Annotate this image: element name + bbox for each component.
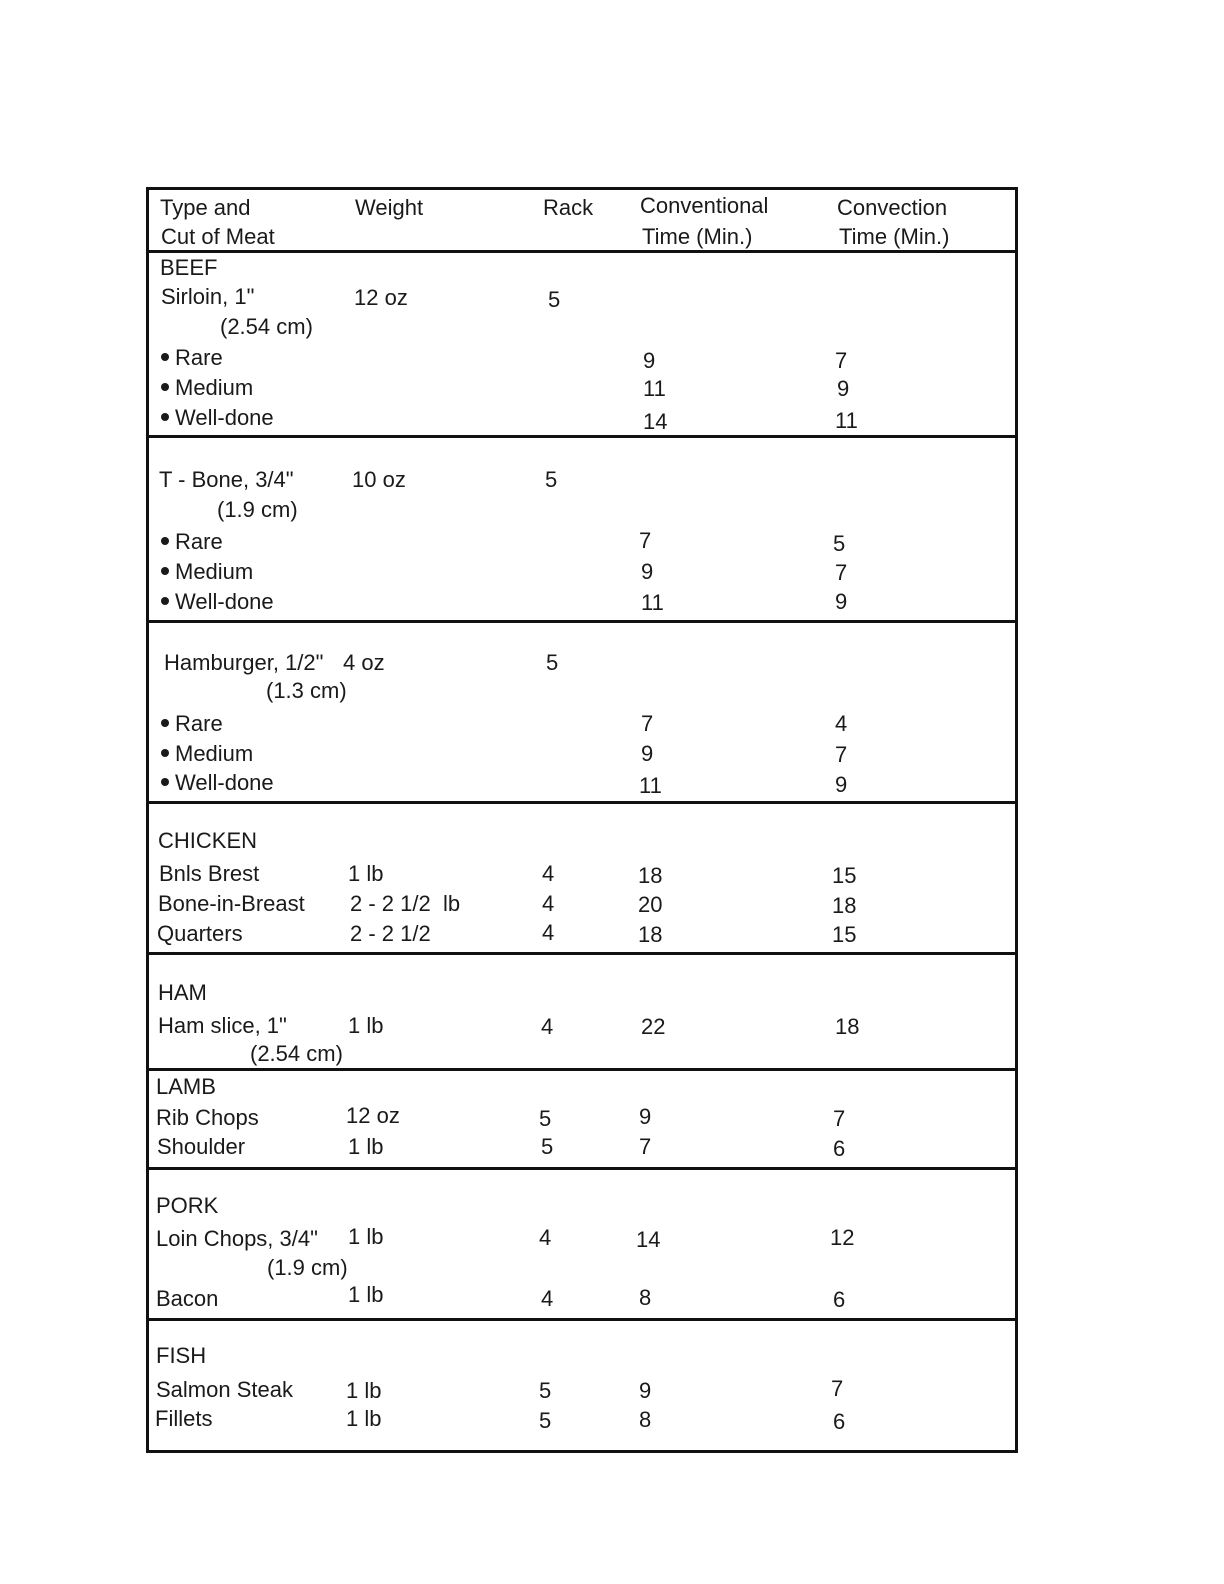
- rack-cell: 4: [541, 1014, 554, 1039]
- doneness-label: [161, 589, 274, 615]
- doneness-text: Medium: [175, 741, 254, 766]
- convection-cell: 18: [832, 893, 857, 918]
- bullet-icon: [161, 778, 169, 786]
- bullet-icon: [161, 413, 169, 421]
- rack-cell: 5: [545, 467, 558, 492]
- cut-name: T - Bone, 3/4": [159, 467, 294, 492]
- cut-metric: (1.9 cm): [267, 1255, 348, 1280]
- bullet-icon: [161, 353, 169, 361]
- bullet-icon: [161, 537, 169, 545]
- convection-cell: 18: [835, 1014, 860, 1039]
- doneness-label: [161, 375, 253, 401]
- weight-cell: 2 - 2 1/2 lb: [350, 891, 461, 916]
- conventional-cell: 8: [639, 1285, 652, 1310]
- col-header-weight: Weight: [355, 195, 424, 220]
- doneness-text: Well-done: [175, 770, 274, 795]
- row-divider: [149, 620, 1015, 623]
- doneness-text: Well-done: [175, 589, 274, 614]
- rack-cell: 5: [541, 1134, 554, 1159]
- row-divider: [149, 801, 1015, 804]
- weight-cell: 1 lb: [348, 861, 384, 886]
- doneness-label: [161, 345, 223, 371]
- doneness-label: [161, 770, 274, 796]
- convection-cell: 15: [832, 922, 857, 947]
- conventional-cell: 11: [643, 376, 666, 401]
- convection-cell: 9: [837, 376, 850, 401]
- cut-name: Ham slice, 1": [158, 1013, 287, 1038]
- doneness-text: Rare: [175, 529, 223, 554]
- conventional-cell: 22: [641, 1014, 666, 1039]
- cut-name: Bnls Brest: [159, 861, 260, 886]
- row-divider: [149, 952, 1015, 955]
- doneness-text: Medium: [175, 375, 254, 400]
- col-header-rack: Rack: [543, 195, 594, 220]
- weight-cell: 1 lb: [348, 1224, 384, 1249]
- conventional-cell: 20: [638, 892, 663, 917]
- row-divider: [149, 1167, 1015, 1170]
- convection-cell: 6: [833, 1287, 846, 1312]
- cut-metric: (1.9 cm): [217, 497, 298, 522]
- cut-name: Shoulder: [157, 1134, 246, 1159]
- col-header-convection: Convection: [837, 195, 948, 220]
- section-heading-fish: FISH: [156, 1343, 207, 1368]
- conventional-cell: 9: [643, 348, 656, 373]
- convection-cell: 12: [830, 1225, 855, 1250]
- weight-cell: 1 lb: [348, 1013, 384, 1038]
- col-header-type: Type and: [160, 195, 251, 220]
- convection-cell: 6: [833, 1136, 846, 1161]
- col-header-conventional-2: Time (Min.): [642, 224, 753, 249]
- doneness-label: [161, 529, 223, 555]
- convection-cell: 7: [833, 1106, 846, 1131]
- col-header-convection-2: Time (Min.): [839, 224, 950, 249]
- doneness-text: Medium: [175, 559, 254, 584]
- cut-metric: (2.54 cm): [220, 314, 313, 339]
- convection-cell: 7: [835, 560, 848, 585]
- rack-cell: 5: [539, 1378, 552, 1403]
- rack-cell: 5: [546, 650, 559, 675]
- section-heading-pork: PORK: [156, 1193, 219, 1218]
- doneness-text: Well-done: [175, 405, 274, 430]
- conventional-cell: 7: [641, 711, 654, 736]
- rack-cell: 4: [542, 920, 555, 945]
- doneness-text: Rare: [175, 345, 223, 370]
- weight-cell: 10 oz: [352, 467, 406, 492]
- col-header-conventional: Conventional: [640, 193, 769, 218]
- cut-name: Bacon: [156, 1286, 219, 1311]
- doneness-label: [161, 711, 223, 737]
- cut-name: Salmon Steak: [156, 1377, 293, 1402]
- rack-cell: 4: [539, 1225, 552, 1250]
- weight-cell: 12 oz: [346, 1103, 400, 1128]
- conventional-cell: 14: [636, 1227, 661, 1252]
- bullet-icon: [161, 749, 169, 757]
- conventional-cell: 8: [639, 1407, 652, 1432]
- bullet-icon: [161, 567, 169, 575]
- conventional-cell: 9: [641, 559, 654, 584]
- conventional-cell: 18: [638, 922, 663, 947]
- cut-name: Hamburger, 1/2": [164, 650, 324, 675]
- cut-name: Loin Chops, 3/4": [156, 1226, 318, 1251]
- section-heading-ham: HAM: [158, 980, 207, 1005]
- conventional-cell: 11: [641, 590, 664, 615]
- rack-cell: 5: [539, 1408, 552, 1433]
- doneness-label: [161, 405, 274, 431]
- cut-name: Rib Chops: [156, 1105, 259, 1130]
- cut-name: Sirloin, 1": [161, 284, 255, 309]
- convection-cell: 11: [835, 408, 858, 433]
- weight-cell: 1 lb: [346, 1406, 382, 1431]
- conventional-cell: 9: [641, 741, 654, 766]
- weight-cell: 1 lb: [346, 1378, 382, 1403]
- convection-cell: 4: [835, 711, 848, 736]
- row-divider: [149, 1068, 1015, 1071]
- convection-cell: 7: [831, 1376, 844, 1401]
- rack-cell: 5: [548, 287, 561, 312]
- cut-name: Bone-in-Breast: [158, 891, 305, 916]
- doneness-label: [161, 741, 253, 767]
- weight-cell: 1 lb: [348, 1282, 384, 1307]
- rack-cell: 4: [541, 1286, 554, 1311]
- cut-metric: (2.54 cm): [250, 1041, 343, 1066]
- doneness-label: [161, 559, 253, 585]
- convection-cell: 15: [832, 863, 857, 888]
- conventional-cell: 7: [639, 528, 652, 553]
- row-divider: [149, 250, 1015, 253]
- weight-cell: 12 oz: [354, 285, 408, 310]
- section-heading-chicken: CHICKEN: [158, 828, 258, 853]
- col-header-type-2: Cut of Meat: [161, 224, 275, 249]
- bullet-icon: [161, 719, 169, 727]
- convection-cell: 7: [835, 742, 848, 767]
- weight-cell: 1 lb: [348, 1134, 384, 1159]
- row-divider: [149, 1318, 1015, 1321]
- conventional-cell: 11: [639, 773, 662, 798]
- section-heading-beef: BEEF: [160, 255, 218, 280]
- convection-cell: 6: [833, 1409, 846, 1434]
- cut-name: Fillets: [155, 1406, 213, 1431]
- convection-cell: 5: [833, 531, 846, 556]
- conventional-cell: 18: [638, 863, 663, 888]
- cut-metric: (1.3 cm): [266, 678, 347, 703]
- convection-cell: 7: [835, 348, 848, 373]
- conventional-cell: 9: [639, 1378, 652, 1403]
- rack-cell: 5: [539, 1106, 552, 1131]
- conventional-cell: 14: [643, 409, 668, 434]
- rack-cell: 4: [542, 891, 555, 916]
- cooking-time-table: [146, 187, 1018, 1453]
- doneness-text: Rare: [175, 711, 223, 736]
- conventional-cell: 7: [639, 1134, 652, 1159]
- conventional-cell: 9: [639, 1104, 652, 1129]
- weight-cell: 4 oz: [343, 650, 385, 675]
- row-divider: [149, 435, 1015, 438]
- weight-cell: 2 - 2 1/2: [350, 921, 431, 946]
- cut-name: Quarters: [157, 921, 243, 946]
- bullet-icon: [161, 383, 169, 391]
- bullet-icon: [161, 597, 169, 605]
- section-heading-lamb: LAMB: [156, 1074, 216, 1099]
- rack-cell: 4: [542, 861, 555, 886]
- convection-cell: 9: [835, 772, 848, 797]
- convection-cell: 9: [835, 589, 848, 614]
